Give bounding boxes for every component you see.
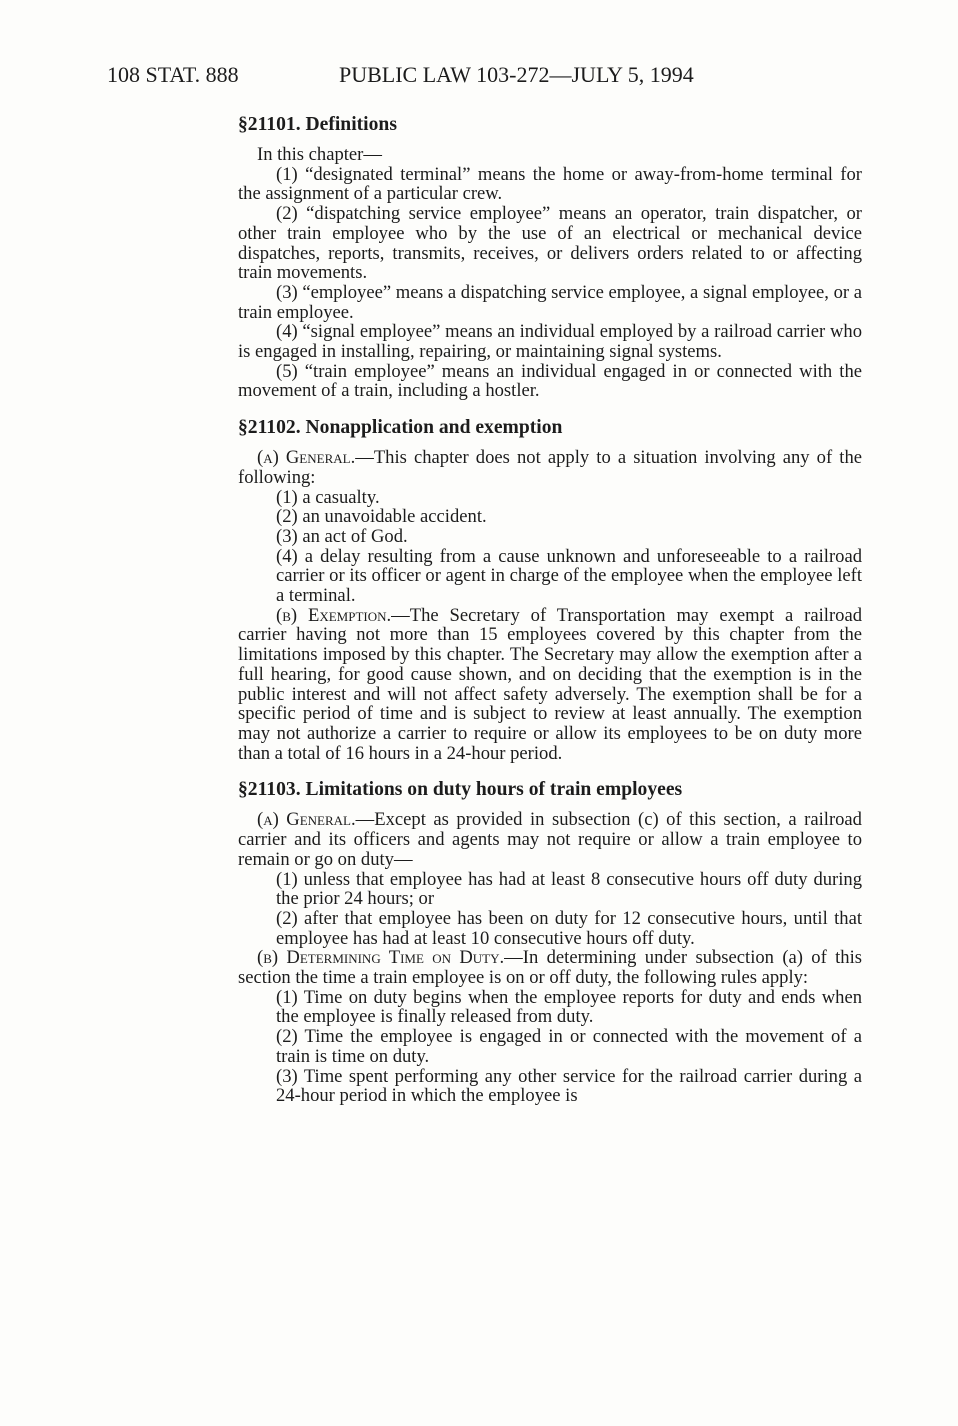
subsection-label: (a) General.: [257, 447, 356, 469]
subsection-label: (a) General.: [257, 809, 356, 831]
list-item: (4) a delay resulting from a cause unknown and unforeseeable to a railroad carrier or its officer or agent in charge of the employee when the employee left a terminal.: [276, 545, 862, 607]
public-law-title: PUBLIC LAW 103-272—JULY 5, 1994: [339, 62, 694, 87]
definition-item: (3) “employee” means a dispatching service employee, a signal employee, or a train employee.: [238, 281, 862, 323]
list-item: (2) after that employee has been on duty for 12 consecutive hours, until that employee has had at least 10 consecutive hours off duty.: [276, 907, 862, 949]
list-item: (1) unless that employee has had at least 8 consecutive hours off duty during the prior 24 hours; or: [276, 868, 862, 910]
section-21101: [238, 114, 862, 401]
section-21103: [238, 779, 862, 1106]
definition-item: (5) “train employee” means an individual engaged in or connected with the movement of a train, including a hostler.: [238, 360, 862, 402]
section-intro: In this chapter—: [257, 144, 382, 165]
subsection-text: —Except as provided in subsection (c) of this section, a railroad carrier and its officers and agents may not require or allow a train employee to remain or go on duty—: [238, 809, 862, 870]
section-heading: §21103. Limitations on duty hours of train employees: [238, 779, 683, 801]
subsection-text: —This chapter does not apply to a situation involving any of the following:: [238, 447, 862, 488]
subsection-a: [238, 810, 862, 869]
section-21102: [238, 417, 862, 763]
subsection-label: (b) Determining Time on Duty.: [257, 947, 505, 969]
definition-item: (2) “dispatching service employee” means an operator, train dispatcher, or other train employee who by the use of an electrical or mechanical device dispatches, reports, transmits, receives, or delivers orders related to or affecting train movements.: [238, 203, 862, 284]
section-heading: §21102. Nonapplication and exemption: [238, 417, 563, 439]
subsection-a: [238, 448, 862, 487]
section-heading: §21101. Definitions: [238, 114, 397, 135]
definition-item: (1) “designated terminal” means the home or away-from-home terminal for the assignment of a particular crew.: [238, 163, 862, 205]
subsection-text: —In determining under subsection (a) of this section the time a train employee is on or off duty, the following rules apply:: [238, 947, 862, 989]
list-item: (1) Time on duty begins when the employee reports for duty and ends when the employee is finally released from duty.: [276, 986, 862, 1028]
subsection-text: —The Secretary of Transportation may exempt a railroad carrier having not more than 15 employees covered by this chapter from the limitations imposed by this chapter. The Secretary may allow the exemption after a full hearing, for good cause shown, and on deciding that the exemption is in the public interest and will not affect safety adversely. The exemption shall be for a specific period of time and is subject to review at least annually. The exemption may not authorize a carrier to require or allow its employees to be on duty more than a total of 16 hours in a 24-hour period.: [238, 604, 862, 764]
stat-page-number: 108 STAT. 888: [107, 62, 239, 87]
definition-item: (4) “signal employee” means an individual employed by a railroad carrier who is engaged in installing, repairing, or maintaining signal systems.: [238, 321, 862, 363]
subsection-b: [200, 606, 862, 764]
subsection-label: (b) Exemption.: [276, 604, 392, 626]
list-item: (2) Time the employee is engaged in or connected with the movement of a train is time on duty.: [276, 1026, 862, 1067]
subsection-b: [238, 948, 862, 987]
list-item: (3) Time spent performing any other service for the railroad carrier during a 24-hour period in which the employee is: [276, 1065, 862, 1107]
list-item: (3) an act of God.: [276, 525, 408, 547]
list-item: (2) an unavoidable accident.: [276, 506, 487, 528]
list-item: (1) a casualty.: [276, 486, 380, 508]
document-body: [238, 114, 862, 1106]
